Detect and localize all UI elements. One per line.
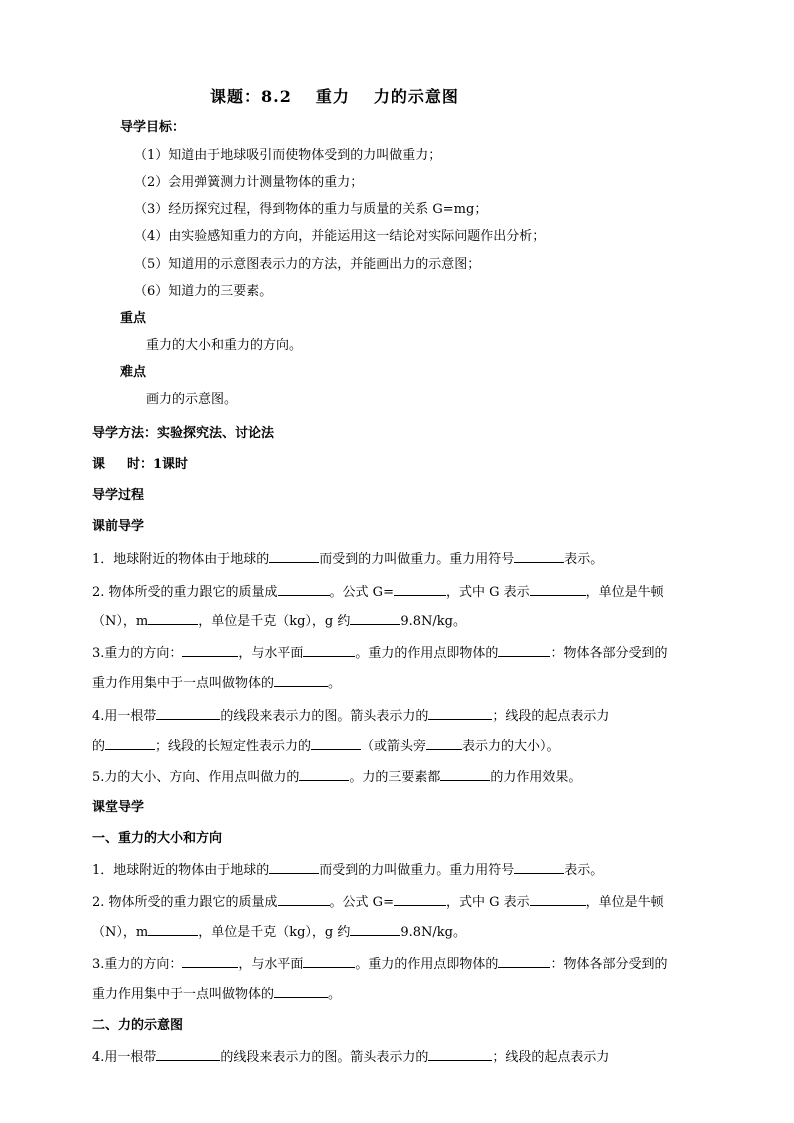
text-segment: 9.8N/kg。 [400, 925, 466, 940]
key-point-heading: 重点 [120, 311, 147, 326]
text-segment: 。重力的作用点即物体的 [355, 957, 499, 972]
class-question-2-cont [92, 923, 466, 942]
text-segment: 的线段来表示力的图。箭头表示力的 [220, 709, 429, 724]
text-segment: ，与水平面 [238, 957, 304, 972]
text-segment: ：物体各部分受到的 [550, 957, 668, 972]
text-segment: 4.用一根带 [92, 1050, 157, 1065]
text-segment: 3.重力的方向： [92, 646, 183, 661]
text-segment: ；线段的起点表示力 [492, 709, 610, 724]
text-segment: ，单位是牛顿 [585, 895, 664, 910]
text-segment: ；线段的起点表示力 [492, 1050, 610, 1065]
goal-item: （4）由实验感知重力的方向，并能运用这一结论对实际问题作出分析； [134, 229, 546, 244]
answer-blank [156, 1048, 220, 1061]
section-heading-diagram: 二、力的示意图 [92, 1018, 184, 1033]
goal-item: （6）知道力的三要素。 [134, 284, 273, 299]
text-segment: 的线段来表示力的图。箭头表示力的 [220, 1050, 429, 1065]
period-label-a: 课 [92, 457, 106, 472]
method-line: 导学方法：实验探究法、讨论法 [92, 426, 275, 441]
text-segment: 表示。 [564, 863, 604, 878]
text-segment: ；线段的长短定性表示力的 [155, 739, 312, 754]
text-segment: 1．地球附近的物体由于地球的 [92, 552, 270, 567]
answer-blank [498, 644, 550, 657]
answer-blank [514, 861, 564, 874]
answer-blank [428, 1048, 492, 1061]
pre-question-3 [92, 644, 667, 663]
answer-blank [182, 644, 238, 657]
pre-question-2-cont [92, 612, 466, 631]
text-segment: 的力作用效果。 [490, 770, 582, 785]
text-segment: 重力作用集中于一点叫做物体的 [92, 987, 275, 1002]
key-point-text: 重力的大小和重力的方向。 [146, 338, 303, 353]
text-segment: 而受到的力叫做重力。重力用符号 [319, 863, 515, 878]
text-segment: 。力的三要素都 [349, 770, 441, 785]
process-heading: 导学过程 [92, 488, 145, 503]
period-line [92, 456, 188, 474]
answer-blank [350, 923, 400, 936]
lesson-number: 课题：8.2 [210, 87, 292, 106]
text-segment: 1．地球附近的物体由于地球的 [92, 863, 270, 878]
class-question-3 [92, 955, 667, 974]
answer-blank [299, 768, 349, 781]
answer-blank [350, 612, 400, 625]
text-segment: ：物体各部分受到的 [550, 646, 668, 661]
goals-heading: 导学目标： [120, 120, 186, 135]
answer-blank [530, 583, 586, 596]
text-segment: ，单位是千克（kg），g 约 [198, 614, 351, 629]
text-segment: 5.力的大小、方向、作用点叫做力的 [92, 770, 300, 785]
text-segment: （N），m [92, 614, 149, 629]
text-segment: ，式中 G 表示 [445, 585, 530, 600]
answer-blank [440, 768, 490, 781]
text-segment: （或箭头旁 [361, 739, 427, 754]
answer-blank [530, 893, 586, 906]
answer-blank [105, 737, 155, 750]
answer-blank [303, 955, 355, 968]
page-title [210, 88, 459, 106]
answer-blank [278, 893, 330, 906]
answer-blank [278, 583, 330, 596]
pre-question-3-cont [92, 674, 341, 693]
text-segment: 。公式 G= [329, 585, 394, 600]
title-part-diagram: 力的示意图 [373, 87, 459, 106]
answer-blank [303, 644, 355, 657]
class-question-2 [92, 893, 664, 912]
goal-item: （5）知道用的示意图表示力的方法，并能画出力的示意图； [134, 257, 481, 272]
text-segment: 的 [92, 739, 106, 754]
pre-question-2 [92, 583, 664, 602]
answer-blank [148, 923, 198, 936]
text-segment: （N），m [92, 925, 149, 940]
period-label-b: 时：1课时 [127, 457, 189, 472]
answer-blank [311, 737, 361, 750]
text-segment: 表示。 [564, 552, 604, 567]
text-segment: 。公式 G= [329, 895, 394, 910]
text-segment: 4.用一根带 [92, 709, 157, 724]
answer-blank [156, 707, 220, 720]
answer-blank [394, 583, 446, 596]
goal-item: （2）会用弹簧测力计测量物体的重力； [134, 175, 364, 190]
text-segment: ，式中 G 表示 [445, 895, 530, 910]
answer-blank [394, 893, 446, 906]
goal-item: （1）知道由于地球吸引而使物体受到的力叫做重力； [134, 148, 442, 163]
class-question-3-cont [92, 985, 341, 1004]
pre-question-5 [92, 768, 581, 787]
answer-blank [426, 737, 462, 750]
text-segment: 2. 物体所受的重力跟它的质量成 [92, 585, 278, 600]
text-segment: 3.重力的方向： [92, 957, 183, 972]
answer-blank [514, 550, 564, 563]
section-heading-gravity: 一、重力的大小和方向 [92, 831, 223, 846]
answer-blank [274, 985, 328, 998]
class-question-4 [92, 1048, 609, 1067]
text-segment: 重力作用集中于一点叫做物体的 [92, 676, 275, 691]
pre-class-heading: 课前导学 [92, 519, 145, 534]
text-segment: 表示力的大小）。 [462, 739, 560, 754]
class-question-1 [92, 861, 603, 880]
text-segment: 。 [328, 987, 342, 1002]
text-segment: 。重力的作用点即物体的 [355, 646, 499, 661]
answer-blank [498, 955, 550, 968]
text-segment: ，与水平面 [238, 646, 304, 661]
text-segment: 9.8N/kg。 [400, 614, 466, 629]
goal-item: （3）经历探究过程，得到物体的重力与质量的关系 G=mg； [134, 202, 488, 217]
text-segment: 而受到的力叫做重力。重力用符号 [319, 552, 515, 567]
answer-blank [182, 955, 238, 968]
text-segment: 2. 物体所受的重力跟它的质量成 [92, 895, 278, 910]
text-segment: 。 [328, 676, 342, 691]
pre-question-1 [92, 550, 603, 569]
text-segment: ，单位是牛顿 [585, 585, 664, 600]
answer-blank [269, 861, 319, 874]
answer-blank [148, 612, 198, 625]
pre-question-4-cont [92, 737, 560, 756]
difficulty-heading: 难点 [120, 365, 147, 380]
title-part-gravity: 重力 [315, 87, 350, 106]
answer-blank [274, 674, 328, 687]
difficulty-text: 画力的示意图。 [146, 392, 238, 407]
answer-blank [428, 707, 492, 720]
answer-blank [269, 550, 319, 563]
pre-question-4 [92, 707, 609, 726]
text-segment: ，单位是千克（kg），g 约 [198, 925, 351, 940]
class-heading: 课堂导学 [92, 800, 145, 815]
